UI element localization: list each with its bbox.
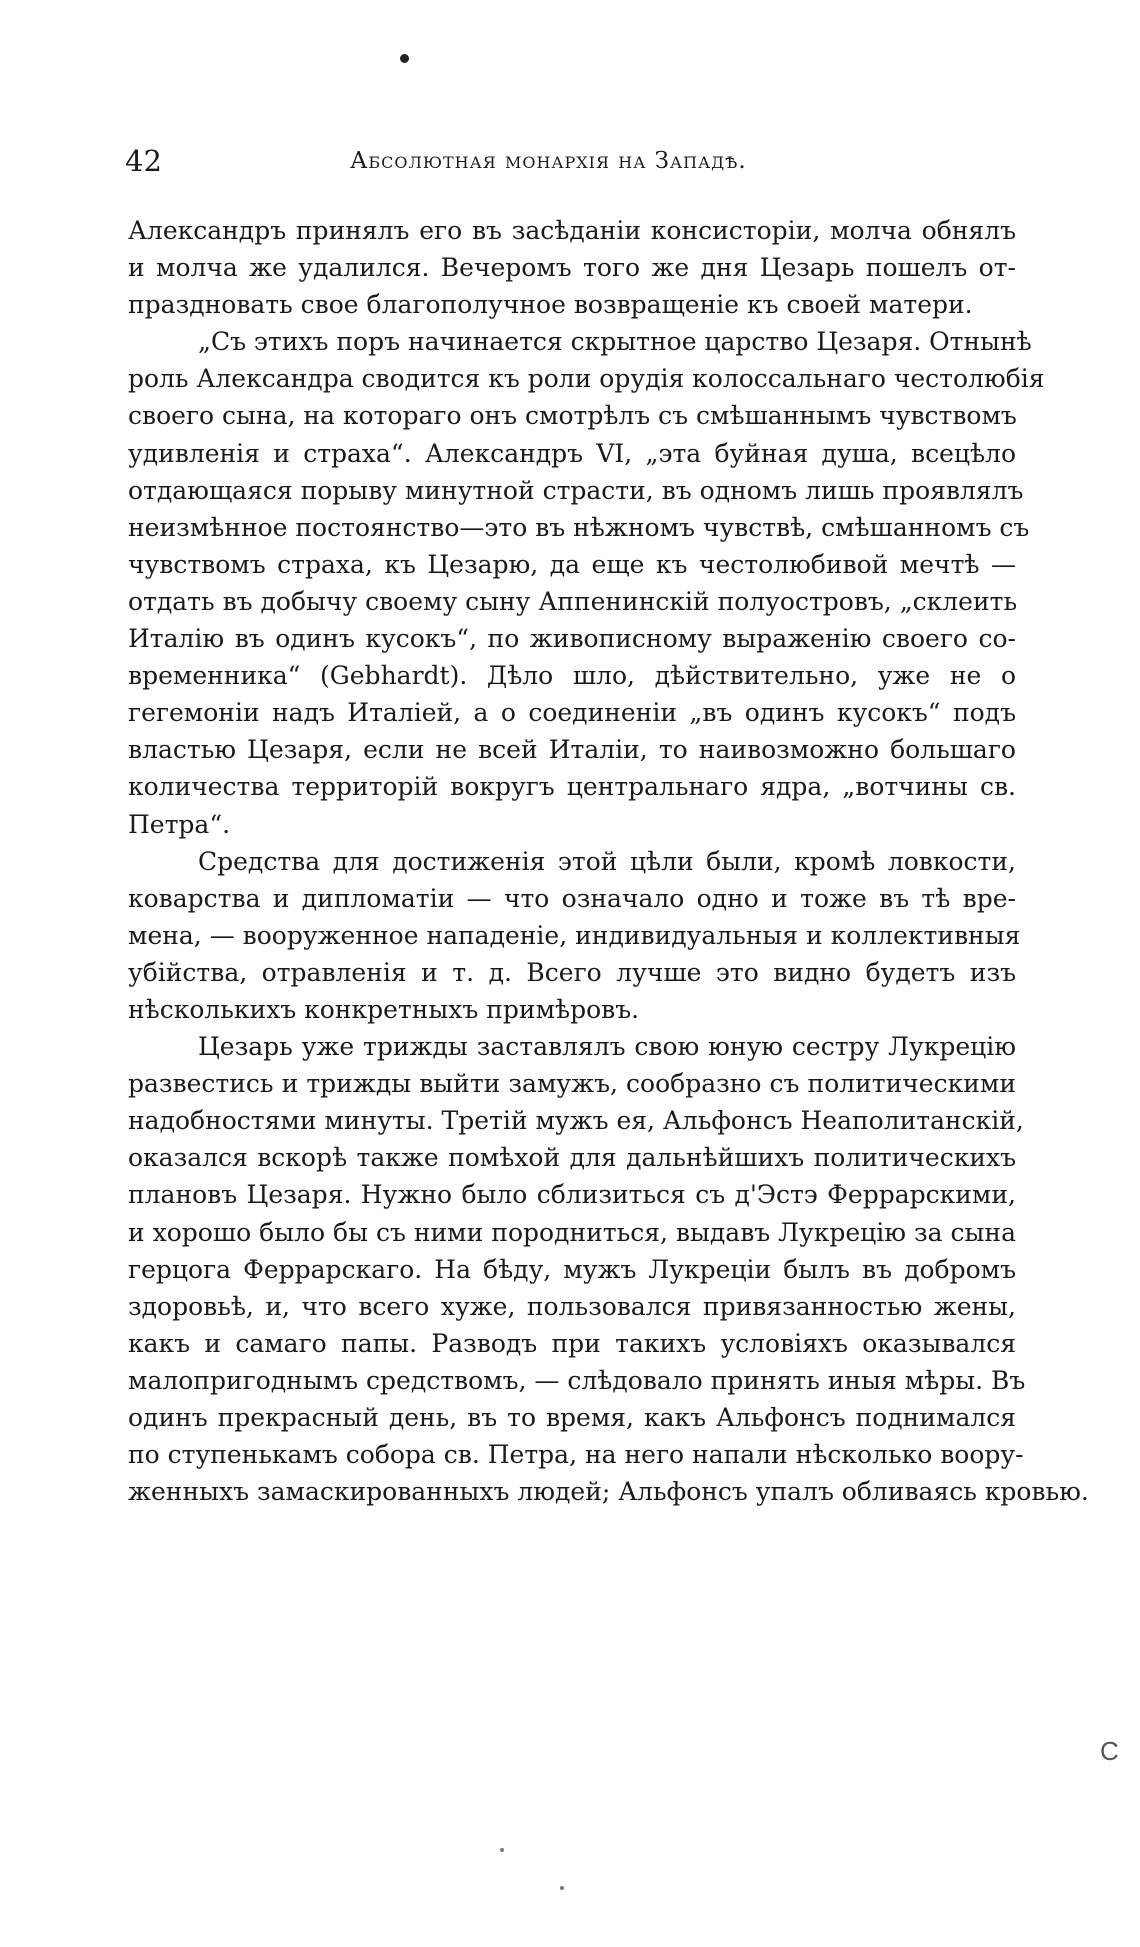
text-line: неизмѣнное постоянство—это въ нѣжномъ чувствѣ, смѣшанномъ съ [128,512,1030,542]
text-line: Петра“. [128,809,231,839]
text-line: нѣсколькихъ конкретныхъ примѣровъ. [128,994,640,1024]
text-line: какъ и самаго папы. Разводъ при такихъ условіяхъ оказывался [128,1328,1016,1358]
text-line: удивленія и страха“. Александръ VI, „эта буйная душа, всецѣло [128,438,1016,468]
text-line: надобностями минуты. Третій мужъ ея, Альфонсъ Неаполитанскій, [128,1106,1024,1136]
text-line: плановъ Цезаря. Нужно было сблизиться съ д'Эстэ Феррарскими, [128,1180,1016,1210]
text-line: развестись и трижды выйти замужъ, сообразно съ политическими [128,1069,1016,1099]
text-line: и молча же удалился. Вечеромъ того же дня Цезарь пошелъ от- [128,253,1016,283]
text-line: герцога Феррарскаго. На бѣду, мужъ Лукреціи былъ въ добромъ [128,1254,1016,1284]
ink-speck [400,54,409,63]
text-line: малопригоднымъ средствомъ, — слѣдовало принять иныя мѣры. Въ [128,1365,1026,1395]
text-line: временника“ (Gebhardt). Дѣло шло, дѣйствительно, уже не о [128,661,1016,691]
text-line: по ступенькамъ собора св. Петра, на него напали нѣсколько воору- [128,1440,1024,1470]
text-line: Средства для достиженія этой цѣли были, кромѣ ловкости, [198,846,1016,876]
text-line: мена, — вооруженное нападеніе, индивидуальныя и коллективныя [128,920,1021,950]
text-line: Александръ принялъ его въ засѣданіи консисторіи, молча обнялъ [128,216,1016,245]
text-line: праздновать свое благополучное возвращеніе къ своей матери. [128,290,973,320]
text-line: „Съ этихъ поръ начинается скрытное царство Цезаря. Отнынѣ [198,327,1032,357]
text-line: Италію въ одинъ кусокъ“, по живописному выраженію своего со- [128,624,1016,654]
page-number: 42 [125,144,162,178]
text-line: женныхъ замаскированныхъ людей; Альфонсъ упалъ обливаясь кровью. [128,1477,1089,1507]
text-line: Цезарь уже трижды заставлялъ свою юную сестру Лукрецію [198,1032,1016,1062]
text-line: отдать въ добычу своему сыну Аппенинскій полуостровъ, „склеить [128,586,1018,616]
text-line: властью Цезаря, если не всей Италіи, то наивозможно большаго [128,735,1016,765]
text-line: отдающаяся порыву минутной страсти, въ одномъ лишь проявлялъ [128,475,1024,505]
text-line: одинъ прекрасный день, въ то время, какъ Альфонсъ поднимался [128,1403,1016,1432]
text-line: чувствомъ страха, къ Цезарю, да еще къ честолюбивой мечтѣ — [128,549,1016,579]
text-line: оказался вскорѣ также помѣхой для дальнѣйшихъ политическихъ [128,1143,1016,1173]
text-line: коварства и дипломатіи — что означало одно и тоже въ тѣ вре- [128,883,1016,913]
text-line: здоровьѣ, и, что всего хуже, пользовался привязанностью жены, [128,1291,1016,1321]
running-head [125,144,1015,184]
text-line: количества территорій вокругъ центральнаго ядра, „вотчины св. [128,772,1016,802]
text-line: гегемоніи надъ Италіей, а о соединеніи „въ одинъ кусокъ“ подъ [128,698,1016,728]
scan-dot [560,1886,564,1890]
body-text [128,212,1089,1510]
running-title: Абсолютная монархія на Западѣ. [350,148,747,174]
text-line: и хорошо было бы съ ними породниться, выдавъ Лукрецію за сына [128,1217,1016,1247]
text-line: роль Александра сводится къ роли орудія колоссальнаго честолюбія [128,364,1045,394]
scan-dot [500,1848,504,1852]
text-line: своего сына, на котораго онъ смотрѣлъ съ смѣшаннымъ чувствомъ [128,401,1017,431]
margin-mark: С [1100,1736,1119,1766]
text-line: убійства, отравленія и т. д. Всего лучше это видно будетъ изъ [128,957,1016,987]
